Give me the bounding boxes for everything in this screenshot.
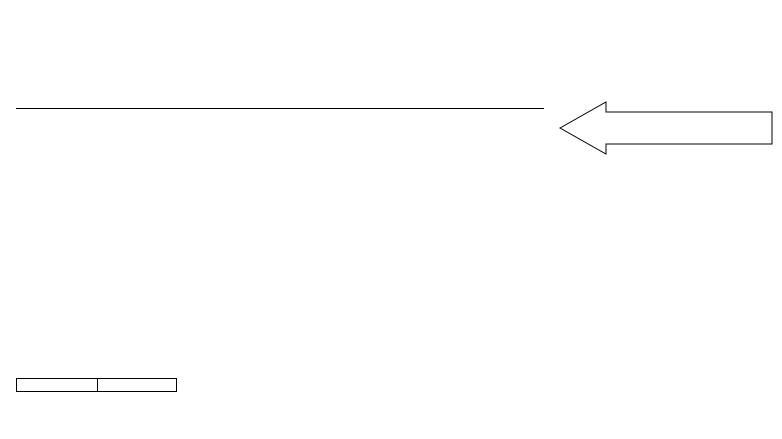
totals-box <box>16 378 177 392</box>
doc-date <box>208 67 218 77</box>
header-rule <box>16 108 544 109</box>
totals-divider <box>97 379 98 391</box>
voucher-grid <box>16 115 544 378</box>
callout-arrow-shape <box>556 100 776 156</box>
doc-number <box>742 67 772 77</box>
